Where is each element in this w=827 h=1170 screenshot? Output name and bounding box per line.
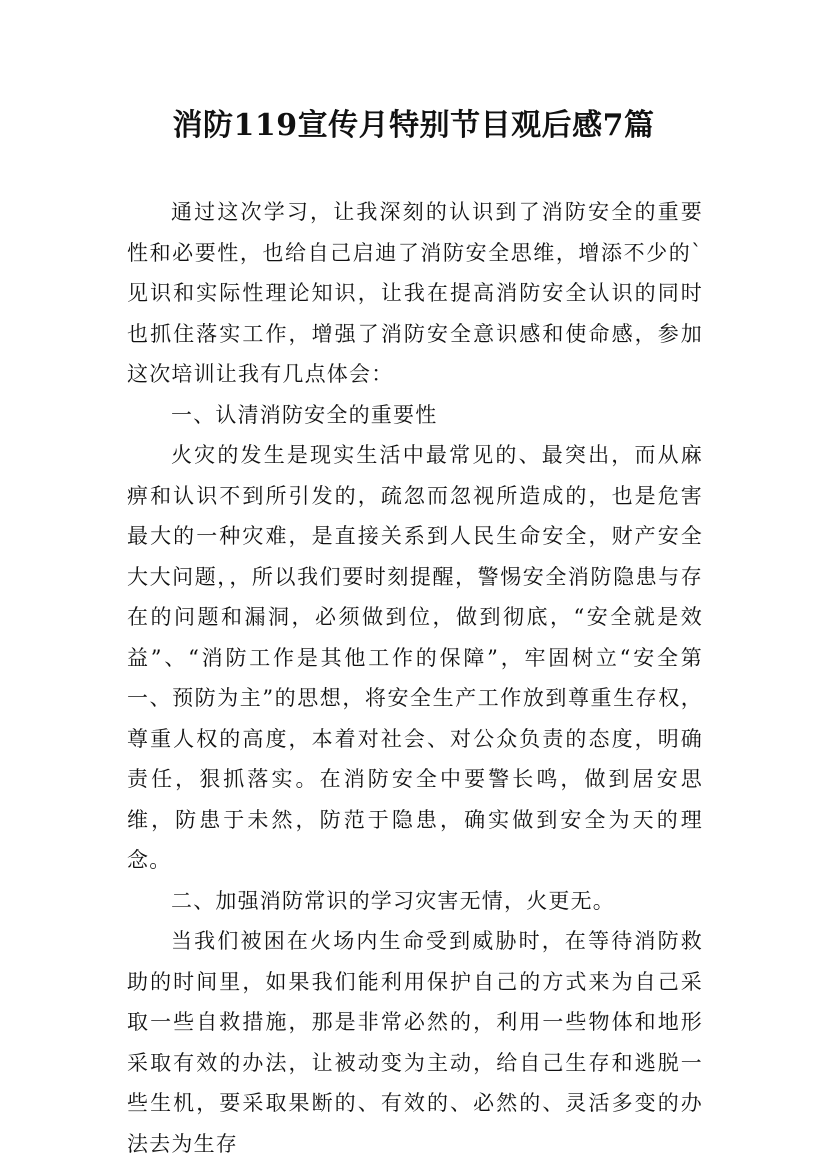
intro-paragraph: 通过这次学习，让我深刻的认识到了消防安全的重要性和必要性，也给自己启迪了消防安全思维，增添不少的`见识和实际性理论知识，让我在提高消防安全认识的同时也抓住落实工作，增强了消防安全意识感和使命感，参加这次培训让我有几点体会： — [127, 200, 703, 386]
section-1-paragraph: 火灾的发生是现实生活中最常见的、最突出，而从麻痹和认识不到所引发的，疏忽而忽视所造成的，也是危害最大的一种灾难，是直接关系到人民生命安全，财产安全大大问题，，所以我们要时刻提醒，警惕安全消防隐患与存在的问题和漏洞，必须做到位，做到彻底，“安全就是效益”、“消防工作是其他工作的保障”，牢固树立“安全第一、预防为主”的思想，将安全生产工作放到尊重生存权，尊重人权的高度，本着对社会、对公众负责的态度，明确责任，狠抓落实。在消防安全中要警长鸣，做到居安思维，防患于未然，防范于隐患，确实做到安全为天的理念。 — [127, 443, 703, 872]
page-title: 消防119宣传月特别节目观后感7篇 — [172, 108, 655, 143]
section-heading-2: 二、加强消防常识的学习灾害无情，火更无。 — [171, 888, 615, 913]
section-2-paragraph: 当我们被困在火场内生命受到威胁时，在等待消防救助的时间里，如果我们能利用保护自己的方式来为自己采取一些自救措施，那是非常必然的，利用一些物体和地形采取有效的办法，让被动变为主动，给自己生存和逃脱一些生机，要采取果断的、有效的、必然的、灵活多变的办法去为生存 — [127, 929, 703, 1156]
document-body — [127, 192, 703, 1164]
section-heading-1: 一、认清消防安全的重要性 — [171, 402, 438, 427]
